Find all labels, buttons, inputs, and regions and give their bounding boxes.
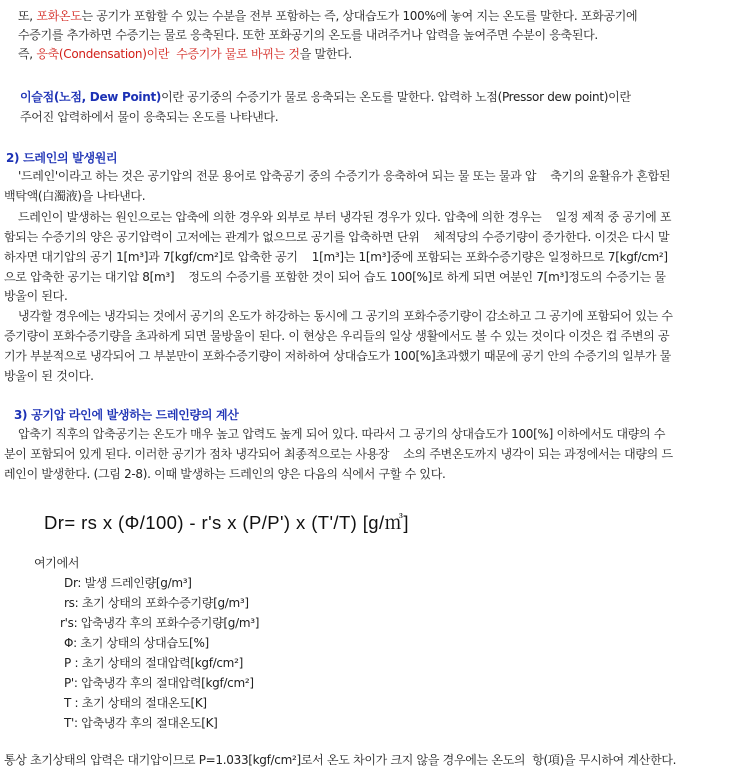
- section-2-heading: 2) 드레인의 발생원리: [6, 151, 118, 165]
- section-2-p2-line-2: 함되는 수증기의 양은 공기압력이 고저에는 관계가 없으므로 공기를 압축하면 단위 체적당의 수증기량이 증가한다. 이것은 다시 말: [4, 230, 670, 244]
- intro-line-2: 수증기를 추가하면 수증기는 물로 응축된다. 또한 포화공기의 온도를 내려주거나 압력을 높여주면 수분이 응축된다.: [18, 28, 598, 42]
- section-2-p3-line-3: 기가 부분적으로 냉각되어 그 부분만이 포화수증기량이 저하하여 상대습도가 100[%]초과했기 때문에 공기 안의 수증기의 일부가 물: [4, 349, 671, 363]
- definition-r-prime-s: r's: 압축냉각 후의 포화수증기량[g/m³]: [60, 616, 260, 630]
- section-2-p1-line-1: '드레인'이라고 하는 것은 공기압의 전문 용어로 압축공기 중의 수증기가 응축하여 되는 물 또는 물과 압 축기의 윤활유가 혼합된: [18, 169, 671, 183]
- intro-line-1-prefix: 또,: [18, 9, 37, 23]
- section-2-p2-line-3: 하자면 대기압의 공기 1[m³]과 7[kgf/cm²]로 압축한 공기 1[m³]는 1[m³]중에 포함되는 포화수증기량은 일정하므로 7[kgf/cm²]: [4, 250, 668, 264]
- definition-t: T : 초기 상태의 절대온도[K]: [64, 696, 207, 710]
- definition-dr: Dr: 발생 드레인량[g/m³]: [64, 576, 192, 590]
- condensation-term: 응축(Condensation)이란 수증기가 물로 바뀌는 것: [36, 47, 300, 61]
- section-2-p3-line-1: 냉각할 경우에는 냉각되는 것에서 공기의 온도가 하강하는 동시에 그 공기의 포화수증기량이 감소하고 그 공기에 포함되어 있는 수: [18, 309, 673, 323]
- section-2-p2-line-1: 드레인이 발생하는 원인으로는 압축에 의한 경우와 외부로 부터 냉각된 경우가 있다. 압축에 의한 경우는 일정 제적 중 공기에 포: [18, 210, 672, 224]
- definition-p: P : 초기 상태의 절대압력[kgf/cm²]: [64, 656, 243, 670]
- where-label: 여기에서: [34, 556, 80, 570]
- footer-note: 통상 초기상태의 압력은 대기압이므로 P=1.033[kgf/cm²]로서 온도 차이가 크지 않을 경우에는 온도의 항(項)을 무시하여 계산한다.: [4, 753, 677, 767]
- definition-phi: Φ: 초기 상태의 상대습도[%]: [64, 636, 209, 650]
- dew-point-term: 이슬점(노점, Dew Point): [20, 90, 162, 104]
- saturation-temperature-term: 포화온도: [36, 9, 82, 23]
- intro-line-3: [18, 46, 352, 62]
- section-2-p1-line-2: 백탁액(白濁液)을 나타낸다.: [4, 189, 146, 203]
- section-2-p3-line-2: 증기량이 포화수증기량을 초과하게 되면 물방울이 된다. 이 현상은 우리들의 일상 생활에서도 볼 수 있는 것이다 이것은 컵 주변의 공: [4, 329, 670, 343]
- section-3-p1-line-2: 분이 포함되어 있게 된다. 이러한 공기가 점차 냉각되어 최종적으로는 사용장 소의 주변온도까지 냉각이 되는 과정에서는 대량의 드: [4, 447, 673, 461]
- definition-p-prime: P': 압축냉각 후의 절대압력[kgf/cm²]: [64, 676, 254, 690]
- intro-line-3-prefix: 즉,: [18, 47, 37, 61]
- section-2-p3-line-4: 방울이 된 것이다.: [4, 369, 94, 383]
- drain-formula: Dr= rs x (Φ/100) - r's x (P/P') x (T'/T) [g/㎥]: [44, 512, 409, 533]
- definition-t-prime: T': 압축냉각 후의 절대온도[K]: [64, 716, 218, 730]
- intro-line-1-text: 는 공기가 포함할 수 있는 수분을 전부 포함하는 즉, 상대습도가 100%에 놓여 지는 온도를 말한다. 포화공기에: [81, 9, 638, 23]
- intro-line-3-text: 을 말한다.: [299, 47, 352, 61]
- section-3-heading: 3) 공기압 라인에 발생하는 드레인량의 계산: [14, 408, 239, 422]
- section-3-p1-line-3: 레인이 발생한다. (그림 2-8). 이때 발생하는 드레인의 양은 다음의 식에서 구할 수 있다.: [4, 467, 446, 481]
- definition-rs: rs: 초기 상태의 포화수증기량[g/m³]: [64, 596, 249, 610]
- section-3-p1-line-1: 압축기 직후의 압축공기는 온도가 매우 높고 압력도 높게 되어 있다. 따라서 그 공기의 상대습도가 100[%] 이하에서도 대량의 수: [18, 427, 666, 441]
- dew-point-line-1: [20, 89, 631, 105]
- dew-point-line-2: 주어진 압력하에서 물이 응축되는 온도를 나타낸다.: [20, 110, 279, 124]
- section-2-p2-line-4: 으로 압축한 공기는 대기압 8[m³] 정도의 수증기를 포함한 것이 되어 습도 100[%]로 하게 되면 여분인 7[m³]정도의 수증기는 물: [4, 270, 666, 284]
- intro-line-1: [18, 8, 637, 24]
- section-2-p2-line-5: 방울이 된다.: [4, 289, 68, 303]
- dew-point-line-1-text: 이란 공기중의 수증기가 물로 응축되는 온도를 말한다. 압력하 노점(Pressor dew point)이란: [161, 90, 631, 104]
